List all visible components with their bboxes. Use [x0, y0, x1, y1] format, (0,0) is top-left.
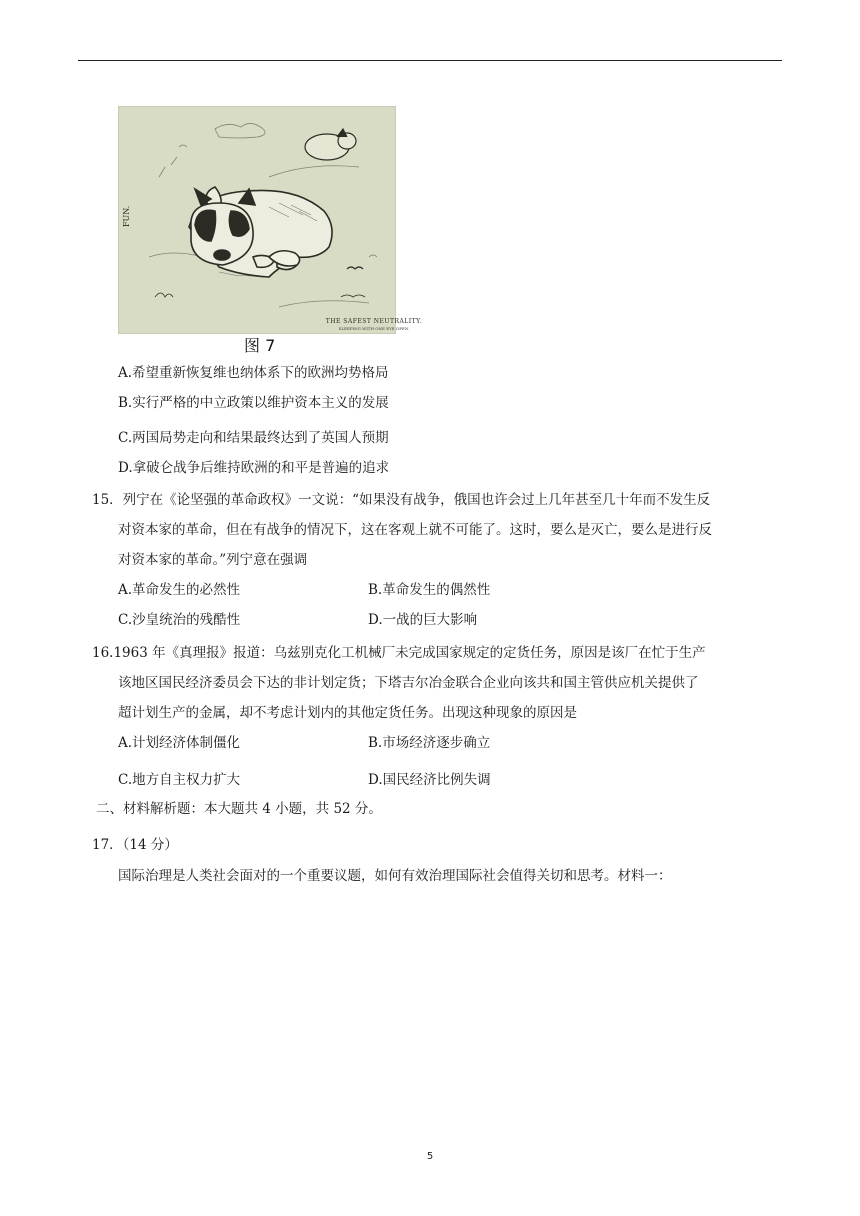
q15-stem-line-2: 对资本家的革命，但在有战争的情况下，这在客观上就不可能了。这时，要么是灭亡，要么是进行反: [118, 522, 712, 538]
q15-stem-line-3: 对资本家的革命。”列宁意在强调: [118, 552, 308, 568]
q15-stem-line-1: 15．列宁在《论坚强的革命政权》一文说：“如果没有战争，俄国也许会过上几年甚至几十年而不发生反: [92, 492, 711, 508]
figure-caption: 图 7: [244, 336, 276, 355]
section-two-heading: 二、材料解析题：本大题共 4 小题，共 52 分。: [96, 801, 382, 817]
q17-header: 17．（14 分）: [92, 837, 178, 853]
q15-option-b: B.革命发生的偶然性: [368, 582, 491, 598]
cartoon-drawing: [119, 107, 395, 333]
q14-option-c: C.两国局势走向和结果最终达到了英国人预期: [118, 430, 389, 446]
q16-option-a: A.计划经济体制僵化: [118, 735, 241, 751]
q15-option-d: D.一战的巨大影响: [368, 612, 478, 628]
q14-option-a: A.希望重新恢复维也纳体系下的欧洲均势格局: [118, 365, 389, 381]
q15-option-c: C.沙皇统治的残酷性: [118, 612, 241, 628]
q14-option-d: D.拿破仑战争后维持欧洲的和平是普遍的追求: [118, 460, 390, 476]
q15-option-a: A.革命发生的必然性: [118, 582, 241, 598]
q16-stem-line-2: 该地区国民经济委员会下达的非计划定货；下塔吉尔冶金联合企业向该共和国主管供应机关提供了: [118, 675, 699, 691]
q16-option-b: B.市场经济逐步确立: [368, 735, 491, 751]
q16-stem-line-1: 16.1963 年《真理报》报道：乌兹别克化工机械厂未完成国家规定的定货任务，原因是该厂在忙于生产: [92, 645, 706, 661]
header-rule: [78, 60, 782, 61]
q16-option-c: C.地方自主权力扩大: [118, 772, 241, 788]
q16-option-d: D.国民经济比例失调: [368, 772, 491, 788]
cartoon-figure: [118, 106, 423, 334]
cartoon-side-text: FUN.: [122, 205, 131, 227]
q14-option-b: B.实行严格的中立政策以维护资本主义的发展: [118, 395, 389, 411]
cartoon-subcaption: SLEEPING WITH ONE EYE OPEN.: [338, 326, 410, 331]
q17-intro: 国际治理是人类社会面对的一个重要议题，如何有效治理国际社会值得关切和思考。材料一：: [118, 868, 672, 884]
page-number: 5: [426, 1151, 434, 1162]
cartoon-caption: THE SAFEST NEUTRALITY.: [325, 318, 423, 325]
q16-stem-line-3: 超计划生产的金属，却不考虑计划内的其他定货任务。出现这种现象的原因是: [118, 705, 577, 721]
